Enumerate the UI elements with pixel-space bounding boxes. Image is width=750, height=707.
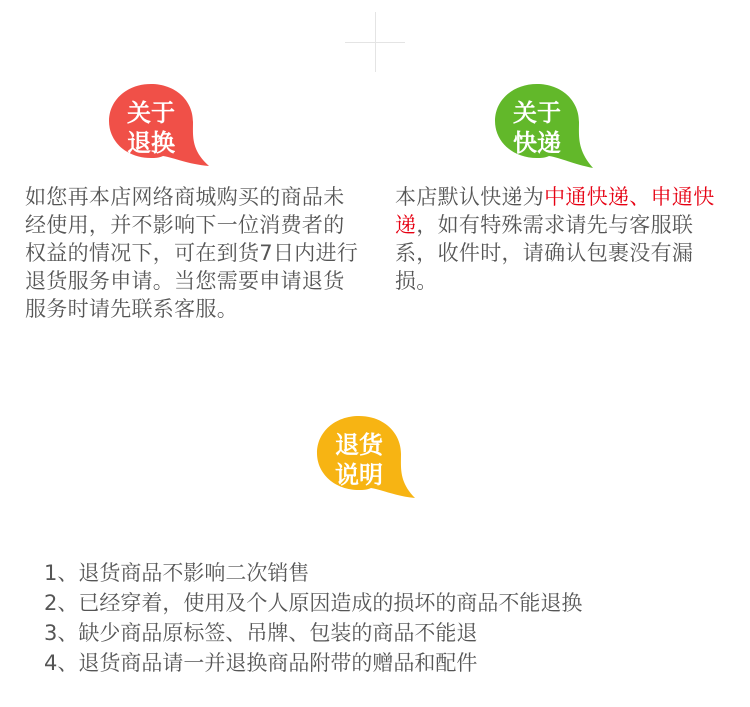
return-policy-badge-label — [315, 430, 403, 490]
express-policy-text — [395, 183, 735, 295]
express-text-suffix: ，如有特殊需求请先与客服联系，收件时，请确认包裹没有漏损。 — [395, 213, 694, 293]
express-badge — [491, 78, 601, 188]
return-rules-list — [44, 558, 744, 678]
express-badge-line1: 关于 — [513, 99, 561, 127]
divider-cross-horizontal — [345, 42, 405, 43]
returns-policy-text: 如您再本店网络商城购买的商品未经使用，并不影响下一位消费者的权益的情况下，可在到货7日内进行退货服务申请。当您需要申请退货服务时请先联系客服。 — [25, 185, 359, 321]
return-rule-item: 3、缺少商品原标签、吊牌、包装的商品不能退 — [44, 621, 478, 645]
return-rule-item: 1、退货商品不影响二次销售 — [44, 561, 310, 585]
return-policy-badge-line1: 退货 — [335, 431, 383, 459]
returns-badge-label — [107, 98, 195, 158]
return-rule-item: 4、退货商品请一并退换商品附带的赠品和配件 — [44, 651, 478, 675]
express-badge-label — [493, 98, 581, 158]
express-carriers-highlight: 中通快递、申通快递 — [395, 185, 715, 237]
returns-badge-line2: 退换 — [127, 129, 175, 157]
returns-badge-line1: 关于 — [127, 99, 175, 127]
express-text-prefix: 本店默认快递为 — [395, 185, 545, 209]
return-rule-item: 2、已经穿着，使用及个人原因造成的损坏的商品不能退换 — [44, 591, 583, 615]
express-badge-line2: 快递 — [513, 129, 561, 157]
return-policy-badge-line2: 说明 — [335, 461, 383, 489]
returns-badge — [107, 78, 217, 188]
return-policy-badge — [313, 410, 423, 520]
